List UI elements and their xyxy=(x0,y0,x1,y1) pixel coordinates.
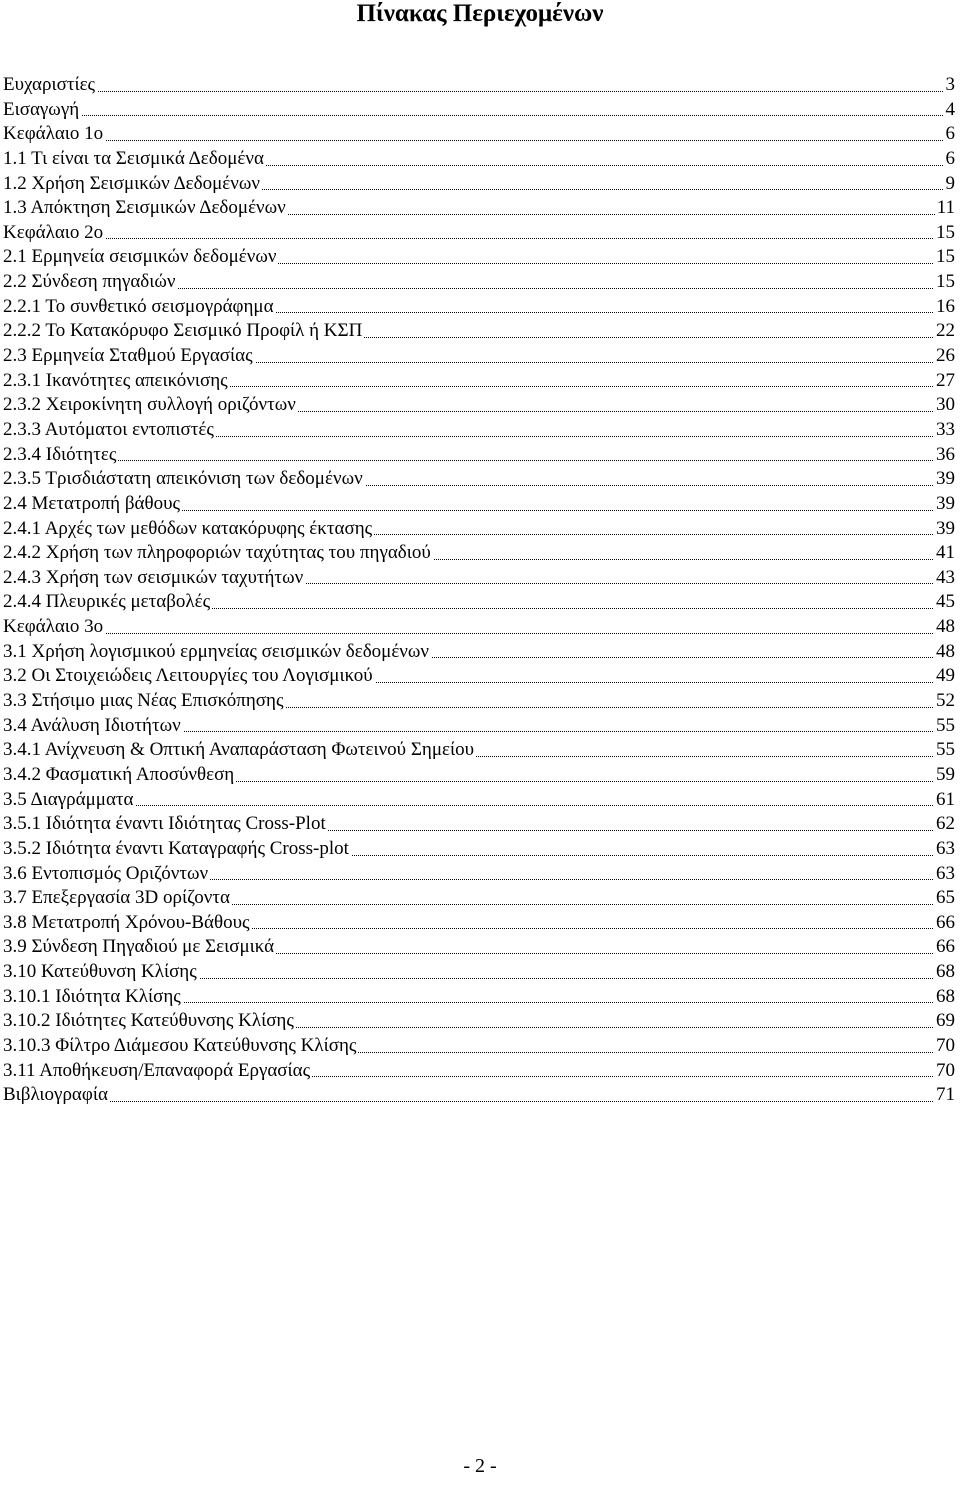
toc-entry[interactable] xyxy=(3,221,955,246)
toc-entry-page: 55 xyxy=(934,714,955,739)
toc-entry-page: 26 xyxy=(934,344,955,369)
toc-entry-page: 70 xyxy=(934,1059,955,1084)
toc-entry[interactable] xyxy=(3,270,955,295)
toc-entry-title: 3.9 Σύνδεση Πηγαδιού με Σεισμικά xyxy=(3,935,276,960)
toc-entry-title: Εισαγωγή xyxy=(3,98,81,123)
toc-entry-page: 27 xyxy=(934,369,955,394)
toc-entry-title: 3.5.1 Ιδιότητα έναντι Ιδιότητας Cross-Plot xyxy=(3,812,328,837)
toc-entry-page: 41 xyxy=(934,541,955,566)
toc-entry[interactable] xyxy=(3,541,955,566)
toc-entry-title: 2.4.3 Χρήση των σεισμικών ταχυτήτων xyxy=(3,566,305,591)
toc-entry-page: 11 xyxy=(935,196,955,221)
toc-entry[interactable] xyxy=(3,590,955,615)
toc-entry-page: 61 xyxy=(934,788,955,813)
toc-entry[interactable] xyxy=(3,689,955,714)
toc-entry[interactable] xyxy=(3,467,955,492)
toc-entry[interactable] xyxy=(3,985,955,1010)
toc-entry-page: 39 xyxy=(934,517,955,542)
toc-entry-page: 66 xyxy=(934,935,955,960)
toc-entry-title: 3.7 Επεξεργασία 3D ορίζοντα xyxy=(3,886,232,911)
toc-entry[interactable] xyxy=(3,763,955,788)
toc-entry-page: 39 xyxy=(934,467,955,492)
toc-entry-page: 6 xyxy=(944,122,956,147)
toc-entry[interactable] xyxy=(3,1059,955,1084)
toc-entry[interactable] xyxy=(3,443,955,468)
toc-entry[interactable] xyxy=(3,418,955,443)
toc-entry-page: 68 xyxy=(934,985,955,1010)
toc-dot-leader xyxy=(3,1101,955,1102)
table-of-contents xyxy=(3,73,955,1108)
toc-dot-leader xyxy=(3,805,955,806)
toc-entry-page: 48 xyxy=(934,640,955,665)
toc-dot-leader xyxy=(3,140,955,141)
toc-entry-title: 3.10 Κατεύθυνση Κλίσης xyxy=(3,960,199,985)
toc-entry[interactable] xyxy=(3,738,955,763)
toc-entry-page: 15 xyxy=(934,245,955,270)
toc-entry-page: 36 xyxy=(934,443,955,468)
toc-entry-title: 2.2 Σύνδεση πηγαδιών xyxy=(3,270,177,295)
toc-entry-title: 3.10.2 Ιδιότητες Κατεύθυνσης Κλίσης xyxy=(3,1009,296,1034)
toc-entry-title: Κεφάλαιο 2ο xyxy=(3,221,105,246)
toc-dot-leader xyxy=(3,633,955,634)
toc-entry-page: 49 xyxy=(934,664,955,689)
toc-dot-leader xyxy=(3,115,955,116)
toc-entry-page: 70 xyxy=(934,1034,955,1059)
toc-entry-title: 2.4.4 Πλευρικές μεταβολές xyxy=(3,590,212,615)
toc-entry-page: 63 xyxy=(934,837,955,862)
toc-entry-title: 2.3.1 Ικανότητες απεικόνισης xyxy=(3,369,230,394)
toc-entry-title: Ευχαριστίες xyxy=(3,73,97,98)
toc-entry[interactable] xyxy=(3,812,955,837)
toc-entry[interactable] xyxy=(3,196,955,221)
toc-entry-title: 1.3 Απόκτηση Σεισμικών Δεδομένων xyxy=(3,196,288,221)
toc-entry-title: 3.5.2 Ιδιότητα έναντι Καταγραφής Cross-plot xyxy=(3,837,351,862)
toc-entry[interactable] xyxy=(3,935,955,960)
toc-entry-page: 4 xyxy=(944,98,956,123)
toc-entry[interactable] xyxy=(3,492,955,517)
toc-entry[interactable] xyxy=(3,1034,955,1059)
toc-entry-title: Βιβλιογραφία xyxy=(3,1083,110,1108)
toc-entry-title: 1.1 Τι είναι τα Σεισμικά Δεδομένα xyxy=(3,147,266,172)
toc-entry[interactable] xyxy=(3,788,955,813)
toc-entry[interactable] xyxy=(3,98,955,123)
toc-entry-title: 3.5 Διαγράμματα xyxy=(3,788,136,813)
toc-entry-page: 69 xyxy=(934,1009,955,1034)
toc-entry-title: 2.3.4 Ιδιότητες xyxy=(3,443,118,468)
toc-dot-leader xyxy=(3,238,955,239)
toc-entry-title: 2.1 Ερμηνεία σεισμικών δεδομένων xyxy=(3,245,278,270)
toc-entry-page: 6 xyxy=(944,147,956,172)
toc-entry-title: 2.3.3 Αυτόματοι εντοπιστές xyxy=(3,418,216,443)
toc-entry[interactable] xyxy=(3,664,955,689)
toc-entry-title: 1.2 Χρήση Σεισμικών Δεδομένων xyxy=(3,172,262,197)
toc-entry-page: 9 xyxy=(944,172,956,197)
toc-entry-page: 16 xyxy=(934,295,955,320)
toc-entry-page: 62 xyxy=(934,812,955,837)
toc-entry[interactable] xyxy=(3,1083,955,1108)
page-title: Πίνακας Περιεχομένων xyxy=(356,0,604,27)
toc-entry-page: 30 xyxy=(934,393,955,418)
toc-entry[interactable] xyxy=(3,517,955,542)
toc-entry-title: 2.2.2 Το Κατακόρυφο Σεισμικό Προφίλ ή ΚΣΠ xyxy=(3,319,364,344)
toc-entry-title: Κεφάλαιο 3ο xyxy=(3,615,105,640)
toc-entry-title: 3.4.1 Ανίχνευση & Οπτική Αναπαράσταση Φωτεινού Σημείου xyxy=(3,738,476,763)
toc-entry-page: 39 xyxy=(934,492,955,517)
toc-entry[interactable] xyxy=(3,73,955,98)
toc-entry[interactable] xyxy=(3,640,955,665)
toc-entry-title: 3.11 Αποθήκευση/Επαναφορά Εργασίας xyxy=(3,1059,312,1084)
toc-dot-leader xyxy=(3,460,955,461)
toc-entry-page: 15 xyxy=(934,270,955,295)
toc-entry-page: 65 xyxy=(934,886,955,911)
toc-entry-title: 3.1 Χρήση λογισμικού ερμηνείας σεισμικών δεδομένων xyxy=(3,640,431,665)
toc-entry-title: 3.10.3 Φίλτρο Διάμεσου Κατεύθυνσης Κλίσης xyxy=(3,1034,358,1059)
toc-entry-page: 15 xyxy=(934,221,955,246)
page-number: - 2 - xyxy=(463,1455,497,1477)
toc-entry-title: 2.4.2 Χρήση των πληροφοριών ταχύτητας του πηγαδιού xyxy=(3,541,433,566)
toc-entry-title: Κεφάλαιο 1ο xyxy=(3,122,105,147)
toc-entry-title: 3.3 Στήσιμο μιας Νέας Επισκόπησης xyxy=(3,689,285,714)
toc-entry-title: 2.3.2 Χειροκίνητη συλλογή οριζόντων xyxy=(3,393,298,418)
toc-entry[interactable] xyxy=(3,295,955,320)
toc-entry-page: 66 xyxy=(934,911,955,936)
toc-entry-page: 22 xyxy=(934,319,955,344)
toc-entry[interactable] xyxy=(3,960,955,985)
toc-entry-page: 45 xyxy=(934,590,955,615)
toc-entry-title: 3.4.2 Φασματική Αποσύνθεση xyxy=(3,763,236,788)
toc-entry[interactable] xyxy=(3,1009,955,1034)
toc-entry-page: 43 xyxy=(934,566,955,591)
toc-entry-page: 3 xyxy=(944,73,956,98)
toc-entry-title: 3.6 Εντοπισμός Οριζόντων xyxy=(3,862,210,887)
toc-entry-title: 2.3 Ερμηνεία Σταθμού Εργασίας xyxy=(3,344,255,369)
toc-dot-leader xyxy=(3,91,955,92)
toc-entry-page: 52 xyxy=(934,689,955,714)
toc-entry[interactable] xyxy=(3,714,955,739)
toc-entry-page: 68 xyxy=(934,960,955,985)
toc-entry-page: 63 xyxy=(934,862,955,887)
toc-entry[interactable] xyxy=(3,344,955,369)
toc-entry-page: 33 xyxy=(934,418,955,443)
toc-entry[interactable] xyxy=(3,245,955,270)
toc-entry[interactable] xyxy=(3,911,955,936)
toc-entry[interactable] xyxy=(3,886,955,911)
toc-entry[interactable] xyxy=(3,122,955,147)
toc-entry[interactable] xyxy=(3,615,955,640)
toc-entry-title: 2.4.1 Αρχές των μεθόδων κατακόρυφης έκτασης xyxy=(3,517,374,542)
toc-entry[interactable] xyxy=(3,319,955,344)
toc-entry-page: 48 xyxy=(934,615,955,640)
toc-entry[interactable] xyxy=(3,147,955,172)
toc-entry-title: 3.4 Ανάλυση Ιδιοτήτων xyxy=(3,714,183,739)
toc-entry-page: 71 xyxy=(934,1083,955,1108)
toc-entry[interactable] xyxy=(3,369,955,394)
toc-entry-title: 3.2 Οι Στοιχειώδεις Λειτουργίες του Λογισμικού xyxy=(3,664,375,689)
toc-entry[interactable] xyxy=(3,172,955,197)
toc-entry-page: 55 xyxy=(934,738,955,763)
toc-entry-page: 59 xyxy=(934,763,955,788)
toc-entry[interactable] xyxy=(3,566,955,591)
toc-entry[interactable] xyxy=(3,837,955,862)
toc-entry-title: 3.8 Μετατροπή Χρόνου-Βάθους xyxy=(3,911,252,936)
toc-entry-title: 2.3.5 Τρισδιάστατη απεικόνιση των δεδομένων xyxy=(3,467,365,492)
toc-entry-title: 2.4 Μετατροπή βάθους xyxy=(3,492,182,517)
toc-entry-title: 3.10.1 Ιδιότητα Κλίσης xyxy=(3,985,183,1010)
toc-entry-title: 2.2.1 Το συνθετικό σεισμογράφημα xyxy=(3,295,276,320)
toc-entry[interactable] xyxy=(3,393,955,418)
toc-entry[interactable] xyxy=(3,862,955,887)
